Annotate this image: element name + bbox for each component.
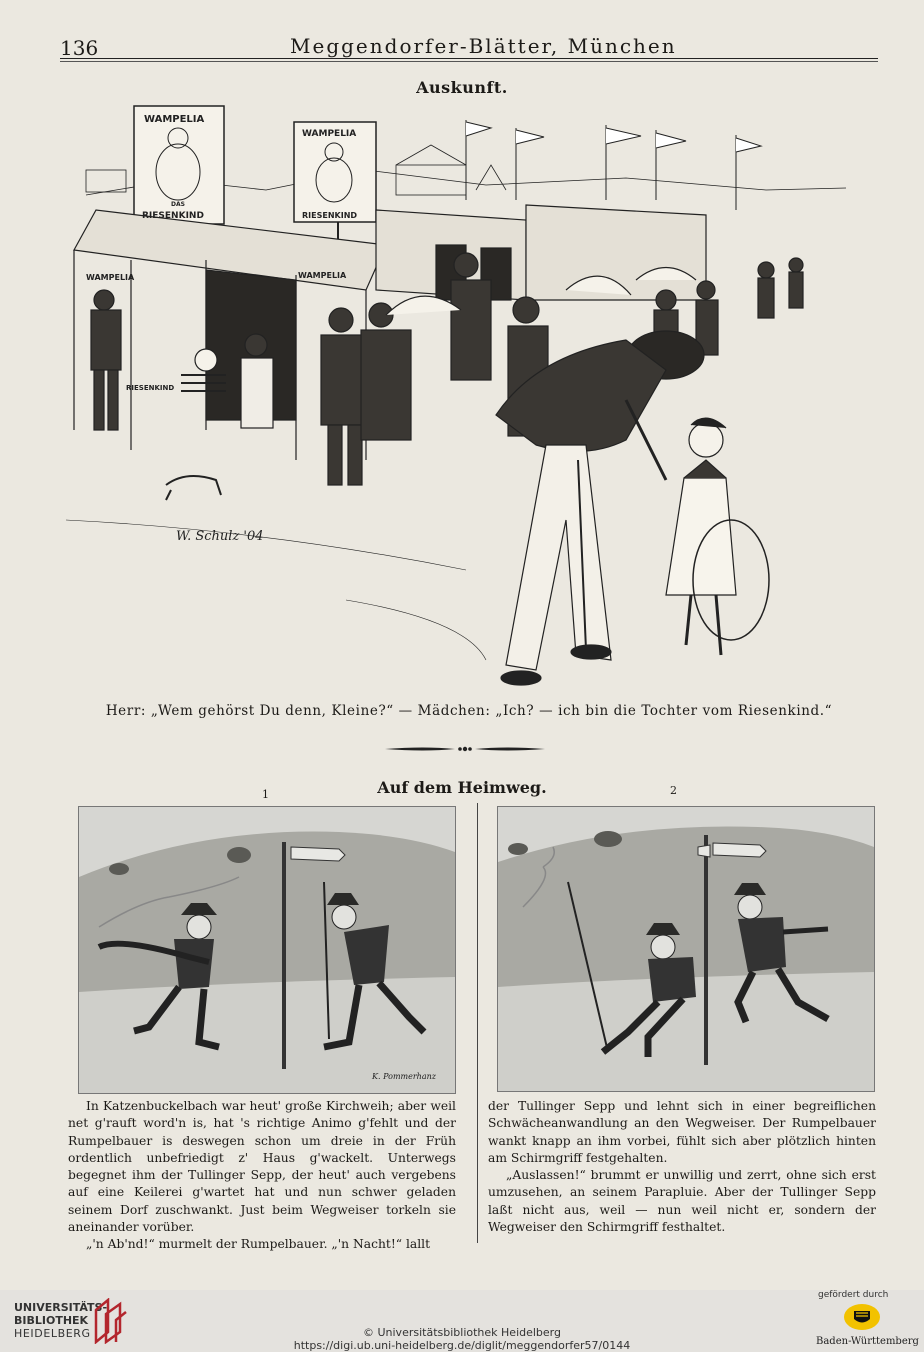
cartoon2-title: Auf dem Heimweg. bbox=[377, 778, 547, 797]
panel-number: 1 bbox=[262, 788, 269, 801]
sign-text: WAMPELIA bbox=[298, 271, 347, 280]
fairground-illustration bbox=[66, 100, 866, 700]
paragraph: „'n Ab'nd!“ murmelt der Rumpelbauer. „'n Nacht!“ lallt bbox=[86, 1237, 431, 1252]
cartoon1-signature: W. Schulz '04 bbox=[176, 529, 264, 544]
masthead: Meggendorfer-Blätter, München bbox=[290, 34, 677, 58]
funder-name: Baden-Württemberg bbox=[816, 1336, 919, 1347]
comic-panel-1 bbox=[78, 806, 456, 1094]
text-column-2 bbox=[488, 1098, 876, 1236]
cartoon1-caption: Herr: „Wem gehörst Du denn, Kleine?“ — Mädchen: „Ich? — ich bin die Tochter vom Riesenkind.“ bbox=[105, 703, 833, 719]
funded-by-label: gefördert durch bbox=[818, 1290, 889, 1300]
text-column-1 bbox=[68, 1098, 456, 1254]
cartoon1-title: Auskunft. bbox=[416, 78, 508, 97]
page-url-link[interactable]: https://digi.ub.uni-heidelberg.de/diglit/meggendorfer57/0144 bbox=[293, 1339, 631, 1352]
paragraph: der Tullinger Sepp und lehnt sich in einer begreiflichen Schwächeanwandlung an den Wegweiser. Der Rumpelbauer wankt knapp an ihm vorbei, fühlt sich aber plötzlich hinten am Schirmgriff festgehalten. bbox=[488, 1099, 876, 1165]
baden-wuerttemberg-logo-icon[interactable] bbox=[842, 1302, 882, 1332]
paragraph: In Katzenbuckelbach war heut' große Kirchweih; aber weil net g'rauft word'n is, hat 's richtige Animo g'fehlt und der Rumpelbauer is deswegen schon um dreie in der Früh ordentlich unbefriedigt z' Haus g'wackelt. Unterwegs begegnet ihm der Tullinger Sepp, der heut' auch vergebens auf eine Keilerei g'wartet hat und nun schwer geladen seinem Dorf zuschwankt. Just beim Wegweiser torkeln sie aneinander vorüber. bbox=[68, 1099, 456, 1235]
panel-number: 2 bbox=[670, 784, 677, 797]
sign-text: RIESENKIND bbox=[126, 384, 175, 392]
sign-text: DAS bbox=[171, 201, 185, 208]
column-divider bbox=[477, 803, 478, 1243]
copyright-notice: © Universitätsbibliothek Heidelberg bbox=[362, 1326, 561, 1339]
sign-text: WAMPELIA bbox=[86, 273, 135, 282]
sign-text: WAMPELIA bbox=[144, 114, 205, 125]
comic-panel-2 bbox=[497, 806, 875, 1092]
cartoon2-signature: K. Pommerhanz bbox=[372, 1072, 436, 1081]
ornament-divider bbox=[385, 744, 545, 754]
sign-text: WAMPELIA bbox=[302, 129, 357, 139]
page-number: 136 bbox=[60, 36, 99, 60]
library-name[interactable]: UNIVERSITÄTS- BIBLIOTHEK HEIDELBERG bbox=[14, 1301, 108, 1340]
sign-text: RIESENKIND bbox=[302, 211, 358, 220]
header-rule bbox=[60, 58, 878, 62]
sign-text: RIESENKIND bbox=[142, 211, 204, 221]
paragraph: „Auslassen!“ brummt er unwillig und zerrt, ohne sich erst umzusehen, an seinem Parapluie. Aber der Tullinger Sepp laßt nicht aus, weil — nun weil nicht er, sondern der Wegweiser den Schirmgriff festhaltet. bbox=[488, 1168, 876, 1235]
